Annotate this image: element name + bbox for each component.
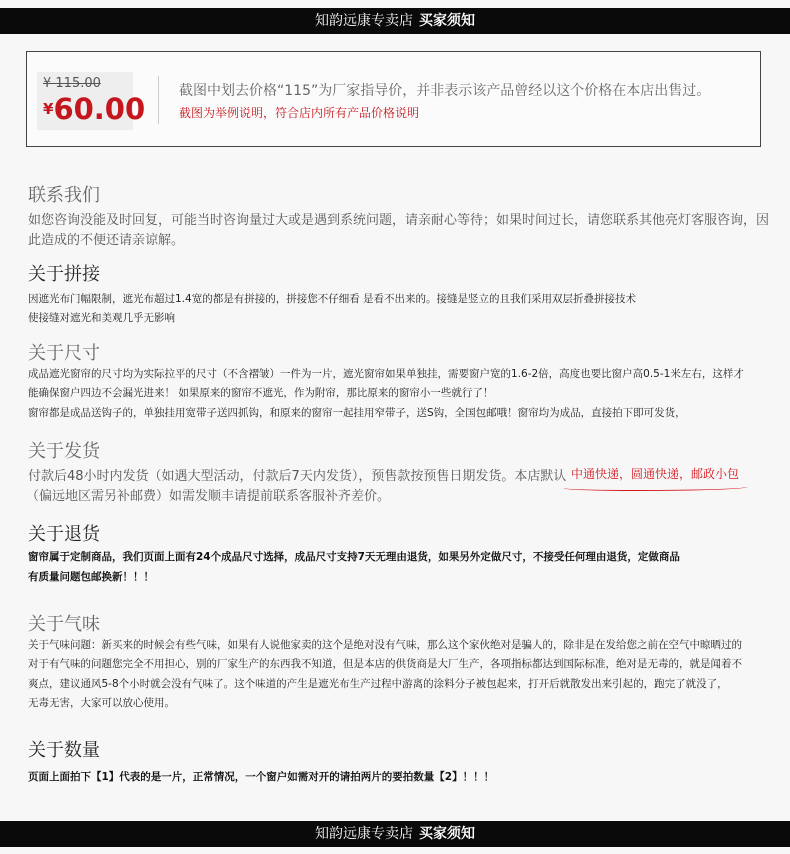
odor-line: 对于有气味的问题您完全不用担心，别的厂家生产的东西我不知道，但是本店的供货商是大厂生产，各项指标都达到国际标准，绝对是无毒的，就是闻着不	[28, 658, 742, 670]
banner-shop-name: 知韵远康专卖店	[315, 13, 413, 29]
odor-line: 关于气味问题：新买来的时候会有些气味，如果有人说他家卖的这个是绝对没有气味，那么这个家伙绝对是骗人的，除非是在发给您之前在空气中晾晒过的	[28, 639, 742, 651]
yen-symbol: ¥	[43, 100, 54, 118]
size-title: 关于尺寸	[28, 343, 100, 364]
odor-line: 无毒无害，大家可以放心使用。	[28, 697, 175, 709]
price-tag	[37, 72, 146, 130]
odor-title: 关于气味	[28, 614, 100, 635]
top-banner	[0, 8, 790, 34]
splice-line: 因遮光布门幅限制，遮光布超过1.4宽的都是有拼接的，拼接您不仔细看 是看不出来的。接缝是竖立的且我们采用双层折叠拼接技术	[28, 293, 637, 305]
original-price: ¥ 115.00	[43, 76, 101, 91]
contact-line: 此造成的不便还请亲谅解。	[28, 233, 185, 248]
size-line: 能确保窗户四边不会漏光进来！ 如果原来的窗帘不遮光，作为附帘，那比原来的窗帘小一些就行了！	[28, 387, 494, 399]
price-sub-note: 截图为举例说明，符合店内所有产品价格说明	[179, 106, 420, 120]
price-explanation-box	[26, 51, 761, 147]
odor-line: 爽点，建议通风5-8个小时就会没有气味了。这个味道的产生是遮光布生产过程中游离的涂料分子被包起来，打开后就散发出来引起的，跑完了就没了，	[28, 678, 728, 690]
price-divider	[158, 76, 159, 124]
quantity-title: 关于数量	[28, 740, 100, 761]
contact-line: 如您咨询没能及时回复，可能当时咨询量过大或是遇到系统问题，请亲耐心等待；如果时间过长，请您联系其他亮灯客服咨询，因	[28, 213, 770, 228]
banner-shop-name: 知韵远康专卖店	[315, 826, 413, 842]
shipping-title: 关于发货	[28, 441, 100, 462]
returns-title: 关于退货	[28, 524, 100, 545]
banner-notice: 买家须知	[419, 826, 475, 842]
shipping-line-1: 付款后48小时内发货（如遇大型活动，付款后7天内发货），预售款按预售日期发货。本店默认	[28, 469, 567, 484]
quantity-line: 页面上面拍下【1】代表的是一片，正常情况，一个窗户如需对开的请拍两片的要拍数量【2】！！！	[28, 771, 495, 783]
splice-line: 使接缝对遮光和美观几乎无影响	[28, 312, 175, 324]
sale-price	[43, 92, 145, 126]
splice-title: 关于拼接	[28, 264, 100, 285]
sale-price-value: 60.00	[53, 92, 146, 126]
banner-notice: 买家须知	[419, 13, 475, 29]
bottom-banner	[0, 821, 790, 847]
returns-line: 有质量问题包邮换新！！！	[28, 571, 154, 583]
shipping-carriers-highlight: 中通快递，圆通快递，邮政小包	[571, 467, 740, 481]
size-line: 成品遮光窗帘的尺寸均为实际拉平的尺寸（不含褶皱）一件为一片，遮光窗帘如果单独挂，需要窗户宽的1.6-2倍，高度也要比窗户高0.5-1米左右，这样才	[28, 368, 744, 380]
size-line: 窗帘都是成品送钩子的，单独挂用宽带子送四抓钩，和原来的窗帘一起挂用窄带子，送S钩，全国包邮哦！窗帘均为成品，直接拍下即可发货，	[28, 407, 686, 419]
price-note: 截图中划去价格“115”为厂家指导价，并非表示该产品曾经以这个价格在本店出售过。	[179, 83, 711, 99]
returns-line: 窗帘属于定制商品，我们页面上面有24个成品尺寸选择，成品尺寸支持7天无理由退货，如果另外定做尺寸，不接受任何理由退货，定做商品	[28, 551, 680, 563]
shipping-line-2: （偏远地区需另补邮费）如需发顺丰请提前联系客服补齐差价。	[26, 489, 391, 504]
contact-title: 联系我们	[28, 185, 100, 206]
